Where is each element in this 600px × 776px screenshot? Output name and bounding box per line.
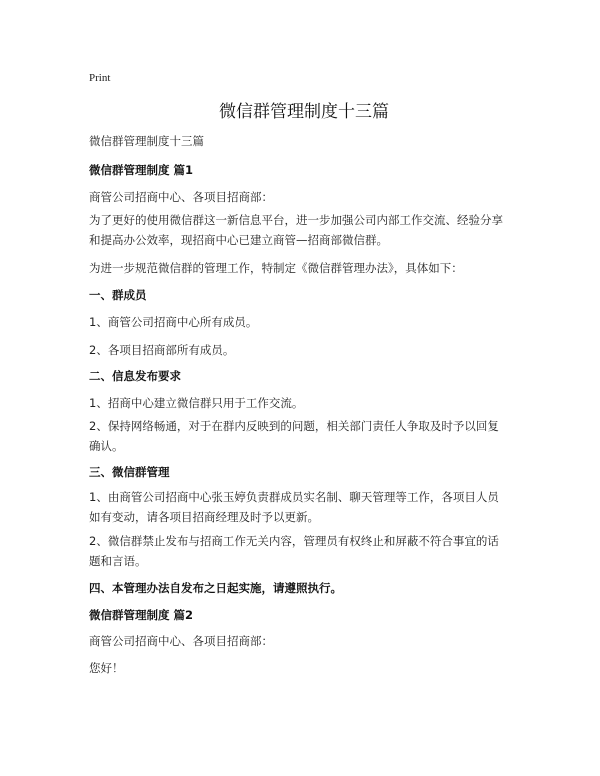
- publishing-item-1: 1、招商中心建立微信群只用于工作交流。: [89, 396, 304, 410]
- article1-heading: 微信群管理制度 篇1: [89, 163, 194, 177]
- management-item-2-line-1: 2、微信群禁止发布与招商工作无关内容，管理员有权终止和屏蔽不符合事宜的话: [89, 534, 499, 548]
- salutation-1: 商管公司招商中心、各项目招商部：: [89, 190, 273, 204]
- salutation-2: 商管公司招商中心、各项目招商部：: [89, 634, 273, 648]
- publishing-item-2-line-2: 确认。: [89, 439, 124, 453]
- intro-line-2: 和提高办公效率，现招商中心已建立商管—招商部微信群。: [89, 233, 388, 247]
- management-item-1-line-2: 如有变动，请各项目招商经理及时予以更新。: [89, 510, 319, 524]
- management-item-2-line-2: 题和言语。: [89, 554, 147, 568]
- article2-heading: 微信群管理制度 篇2: [89, 608, 194, 622]
- management-item-1-line-1: 1、由商管公司招商中心张玉婷负责群成员实名制、聊天管理等工作，各项目人员: [89, 490, 499, 504]
- section-heading-publishing: 二、信息发布要求: [89, 369, 181, 383]
- print-label[interactable]: Print: [89, 72, 111, 84]
- subtitle: 微信群管理制度十三篇: [89, 134, 204, 148]
- section-heading-effective: 四、本管理办法自发布之日起实施，请遵照执行。: [89, 581, 342, 595]
- section-heading-management: 三、微信群管理: [89, 465, 170, 479]
- members-item-1: 1、商管公司招商中心所有成员。: [89, 315, 258, 329]
- intro-line-1: 为了更好的使用微信群这一新信息平台，进一步加强公司内部工作交流、经验分享: [89, 213, 503, 227]
- members-item-2: 2、各项目招商部所有成员。: [89, 343, 235, 357]
- page-title: 微信群管理制度十三篇: [219, 102, 389, 122]
- publishing-item-2-line-1: 2、保持网络畅通，对于在群内反映到的问题，相关部门责任人争取及时予以回复: [89, 419, 499, 433]
- greeting: 您好！: [89, 661, 124, 675]
- section-heading-members: 一、群成员: [89, 288, 147, 302]
- purpose-paragraph: 为进一步规范微信群的管理工作，特制定《微信群管理办法》，具体如下：: [89, 261, 463, 275]
